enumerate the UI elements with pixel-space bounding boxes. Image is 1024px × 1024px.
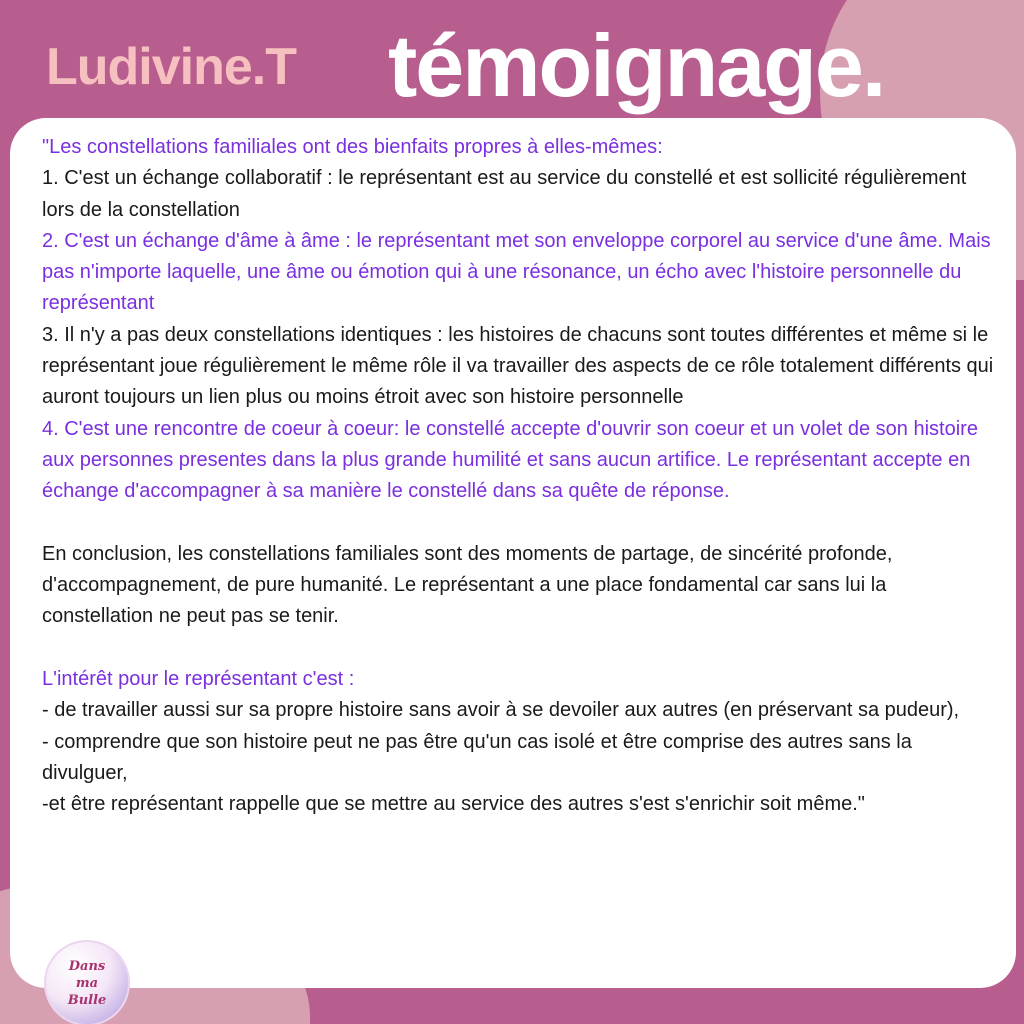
paragraph-spacer <box>42 508 1002 539</box>
testimony-point-2: 2. C'est un échange d'âme à âme : le représentant met son enveloppe corporel au service d'une âme. Mais pas n'importe laquelle, une âme ou émotion qui à une résonance, un écho avec l'histoire personnelle du représentant <box>42 229 991 315</box>
paragraph-spacer <box>42 633 1002 664</box>
author-name: Ludivine.T <box>46 38 296 96</box>
testimony-card <box>10 118 1016 988</box>
interest-item-2: - comprendre que son histoire peut ne pas être qu'un cas isolé et être comprise des autres sans la divulguer, <box>42 730 912 784</box>
page-title: témoignage. <box>388 16 885 115</box>
dans-ma-bulle-logo <box>44 940 130 1024</box>
testimony-point-3: 3. Il n'y a pas deux constellations identiques : les histoires de chacuns sont toutes différentes et même si le représentant joue régulièrement le même rôle il va travailler des aspects de ce rôle totalement différents qui auront toujours un lien plus ou moins étroit avec son histoire personnelle <box>42 323 994 409</box>
testimony-point-4: 4. C'est une rencontre de coeur à coeur: le constellé accepte d'ouvrir son coeur et un volet de son histoire aux personnes presentes dans la plus grande humilité et sans aucun artifice. Le représentant accepte en échange d'accompagner à sa manière le constellé dans sa quête de réponse. <box>42 417 978 503</box>
testimony-text <box>42 132 1002 821</box>
interest-heading: L'intérêt pour le représentant c'est : <box>42 668 355 691</box>
testimony-intro: "Les constellations familiales ont des bienfaits propres à elles-mêmes: <box>42 136 663 158</box>
logo-word-3: Bulle <box>67 992 107 1008</box>
testimony-conclusion: En conclusion, les constellations familiales sont des moments de partage, de sincérité profonde, d'accompagnement, de pure humanité. Le représentant a une place fondamental car sans lui la constellation ne peut pas se tenir. <box>42 542 893 628</box>
logo-word-1: Dans <box>68 958 106 974</box>
testimony-point-1: 1. C'est un échange collaboratif : le représentant est au service du constellé et est sollicité régulièrement lors de la constellation <box>42 167 967 221</box>
interest-item-1: - de travailler aussi sur sa propre histoire sans avoir à se devoiler aux autres (en préservant sa pudeur), <box>42 699 960 722</box>
interest-item-3: -et être représentant rappelle que se mettre au service des autres s'est s'enrichir soit même." <box>42 793 865 816</box>
logo-word-2: ma <box>75 975 99 991</box>
